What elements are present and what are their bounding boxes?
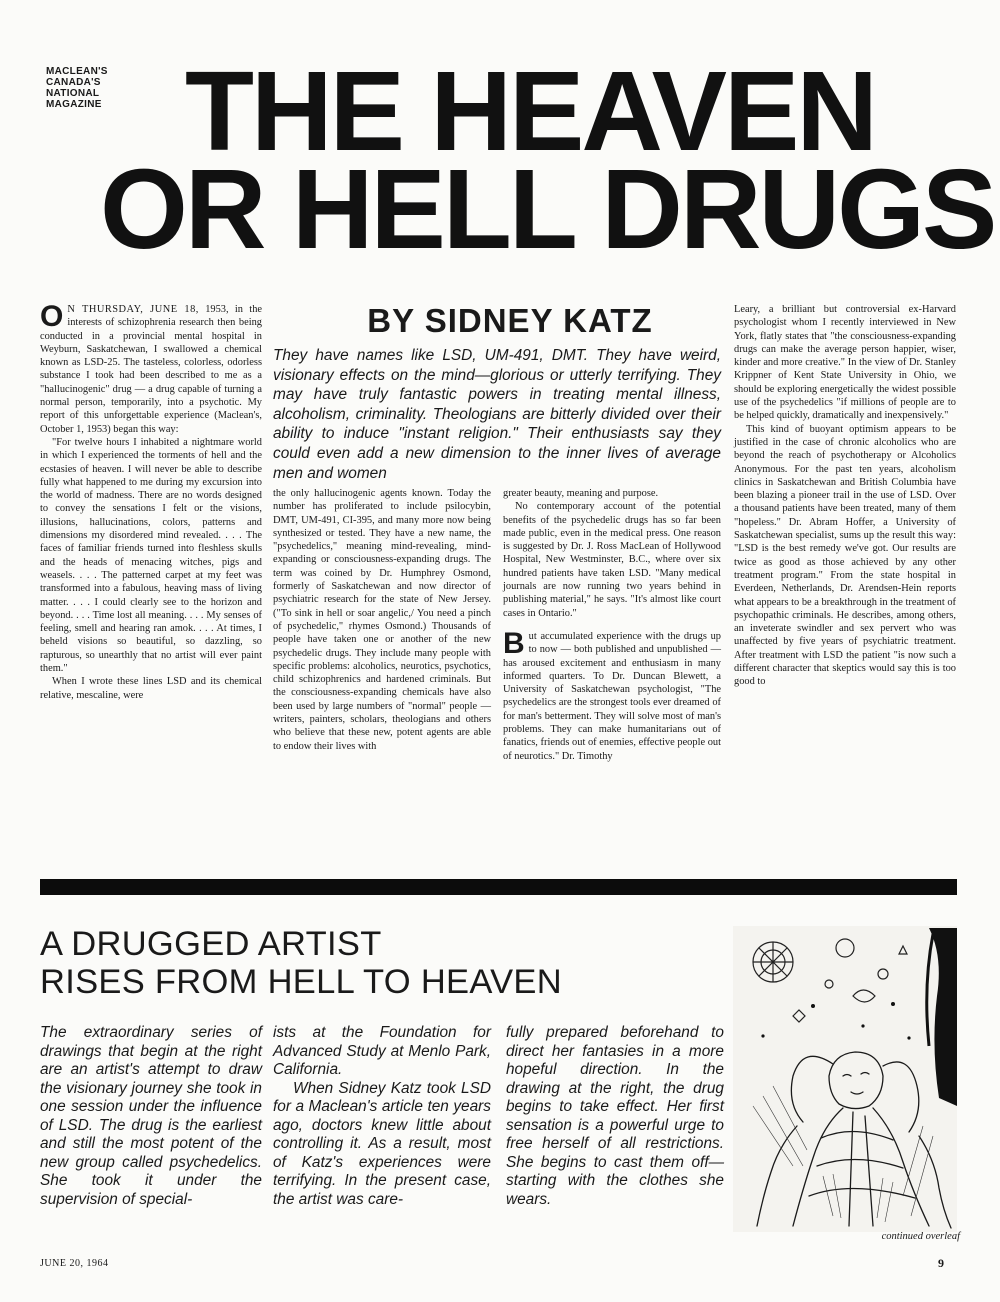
headline xyxy=(100,48,995,272)
paragraph: When Sidney Katz took LSD for a Maclean's article ten years ago, doctors knew little about controlling it. As a result, most of Katz's experiences were terrifying. In the present case, the artist was care- xyxy=(273,1079,491,1208)
byline: BY SIDNEY KATZ xyxy=(367,302,653,339)
paragraph: Leary, a brilliant but controversial ex-Harvard psychologist whom I recently interviewed in New York, flatly states that "the consciousness-expanding drugs can make the average person happier, wiser, kinder and more creative." In the view of Dr. Stanley Krippner of Kent State University in Ohio, we should be exploring energetically the widest possible use of the psychedelics "if millions of people are to be helped quickly, dramatically and inexpensively." xyxy=(734,304,956,422)
article-column-3 xyxy=(503,487,721,763)
paragraph: fully prepared beforehand to direct her fantasies in a more hopeful direction. In the drawing at the right, the drug begins to take effect. Her first sensation is a powerful urge to free herself of all restrictions. She begins to cast them off—starting with the clothes she wears. xyxy=(506,1024,724,1208)
paragraph xyxy=(40,300,263,436)
paragraph: No contemporary account of the potential benefits of the psychedelic drugs has so far been made public, even in the medical press. One reason is suggested by Dr. J. Ross MacLean of Hollywood Hospital, New Westminster, B.C., where over six hundred patients have taken LSD. "Many medical journals are now running two years behind in publishing material," he says. "It's almost like court cases in Ontario." xyxy=(503,501,721,619)
masthead-line: MACLEAN'S xyxy=(46,66,108,77)
artist-drawing xyxy=(733,926,957,1232)
deck: They have names like LSD, UM-491, DMT. They have weird, visionary effects on the mind—glorious or utterly terrifying. They may have truly fantastic powers in treating mental illness, alcoholism, criminality. Theologians are bitterly divided over their ability to induce "instant religion." Their enthusiasts say they could even add a new dimension to the inner lives of average men and women xyxy=(273,347,721,482)
subheadline-line-1: A DRUGGED ARTIST xyxy=(40,925,382,963)
masthead-line: NATIONAL xyxy=(46,88,100,99)
paragraph: greater beauty, meaning and purpose. xyxy=(503,488,659,499)
drop-cap: O xyxy=(40,300,64,333)
article-column-2 xyxy=(273,487,491,753)
paragraph: "For twelve hours I inhabited a nightmare world in which I experienced the torments of hell and the ecstasies of heaven. I will never be able to describe fully what happened to me during my excursion into the world of madness. There are no words designed to convey the sensations I felt or the visions, illusions, hallucinations, colors, patterns and dimensions my disordered mind revealed. . . . The faces of familiar friends turned into fleshless skulls and the heads of menacing witches, pigs and weasels. . . . The patterned carpet at my feet was transformed into a fabulous, heaving mass of living matter. . . . I could clearly see to the horizon and beyond. . . . Time lost all meaning. . . . My senses of feeling, smell and hearing ran amok. . . . At times, I beheld visions so beautiful, so dazzling, so rapturous, so unearthly that no artist will ever paint them." xyxy=(40,436,262,675)
drop-cap: B xyxy=(503,626,525,660)
section-divider xyxy=(40,879,957,895)
footer-date: JUNE 20, 1964 xyxy=(40,1258,109,1269)
paragraph: When I wrote these lines LSD and its chemical relative, mescaline, were xyxy=(40,676,262,701)
drawing-illustration xyxy=(733,926,957,1232)
headline-line-2: OR HELL DRUGS xyxy=(100,146,995,272)
headline-line-1: THE HEAVEN xyxy=(185,48,875,174)
lead-in: N THURSDAY, JUNE 18, xyxy=(67,304,199,315)
paragraph: ists at the Foundation for Advanced Study at Menlo Park, California. xyxy=(273,1024,491,1078)
intro-column-2 xyxy=(273,1024,491,1209)
paragraph: This kind of buoyant optimism appears to be justified in the case of chronic alcoholics who are beyond the reach of psychotherapy or Alcoholics Anonymous. For the past ten years, alcoholism clinics in Saskatchewan and British Columbia have been blazing a pioneer trail in the use of LSD. Over a thousand patients have been treated, many of them "hopeless." Dr. Abram Hoffer, a University of Saskatchewan specialist, sums up the result this way: "LSD is the best remedy we've got. Our results are twice as good as those achieved by any other treatment program." From the state hospital in Everdeen, Netherlands, Dr. Arendsen-Hein reports what appears to be a breakthrough in the treatment of psychopathic criminals. He describes, among others, an inveterate swindler and sex pervert who was unaffected by five years of psychiatric treatment. After treatment with LSD the patient "is now such a different character that skeptics would say this is too good to xyxy=(734,423,956,688)
article-column-4 xyxy=(734,303,956,689)
subheadline-line-2: RISES FROM HELL TO HEAVEN xyxy=(40,963,562,1001)
continued-note: continued overleaf xyxy=(881,1231,960,1242)
paragraph-text: ut accumulated experience with the drugs up to now — both published and unpublished — has aroused excitement and enthusiasm in many informed quarters. To Dr. Duncan Blewett, a University of Saskatchewan psychologist, "The psychedelics are the strongest tools ever dreamed of for man's betterment. They will solve most of man's problems. They can make humanitarians out of fanatics, friends out of enemies, effective people out of neurotics." Dr. Timothy xyxy=(503,630,721,762)
masthead-line: MAGAZINE xyxy=(46,99,102,110)
intro-column-3 xyxy=(506,1024,724,1209)
paragraph: the only hallucinogenic agents known. Today the number has proliferated to include psilocybin, DMT, UM-491, CI-395, and many more now being synthesized or tested. They have a new name, the "psychedelics," meaning mind-revealing, mind-expanding or consciousness-expanding drugs. The term was coined by Dr. Humphrey Osmond, formerly of Saskatchewan and now director of psychiatric research for the state of New Jersey. ("To sink in hell or soar angelic,/ You need a pinch of psychedelic," rhymes Osmond.) Thousands of people have taken one or another of the new psychedelic drugs. They include many people with specific problems: alcoholics, neurotics, psychotics, child schizophrenics and hardened criminals. But the consciousness-expanding chemicals have also been used by large numbers of "normal" people — writers, painters, scholars, theologians and others who believe that these new, potent agents are able to endow their lives with xyxy=(273,488,491,752)
intro-column-1 xyxy=(40,1024,262,1209)
paragraph xyxy=(503,626,721,763)
paragraph-text: 1953, in the interests of schizophrenia research then being conducted in a provincial mental hospital in Weyburn, Saskatchewan, I swallowed a chemical known as LSD-25. The tasteless, colorless, odorless substance I took had been described to me as a "hallucinogenic" drug — a drug capable of turning a normal person, temporarily, into a psychotic. My report of this unforgettable experience (Maclean's, October 1, 1953) began this way: xyxy=(40,304,263,435)
page-number: 9 xyxy=(938,1256,944,1270)
paragraph: The extraordinary series of drawings that begin at the right are an artist's attempt to draw the visionary journey she took in one session under the influence of LSD. The drug is the earliest and still the most potent of the new group called psychedelics. She took it under the supervision of special- xyxy=(40,1024,262,1208)
subheadline xyxy=(40,925,720,1001)
article-column-1 xyxy=(40,300,263,702)
masthead-line: CANADA'S xyxy=(46,77,101,88)
